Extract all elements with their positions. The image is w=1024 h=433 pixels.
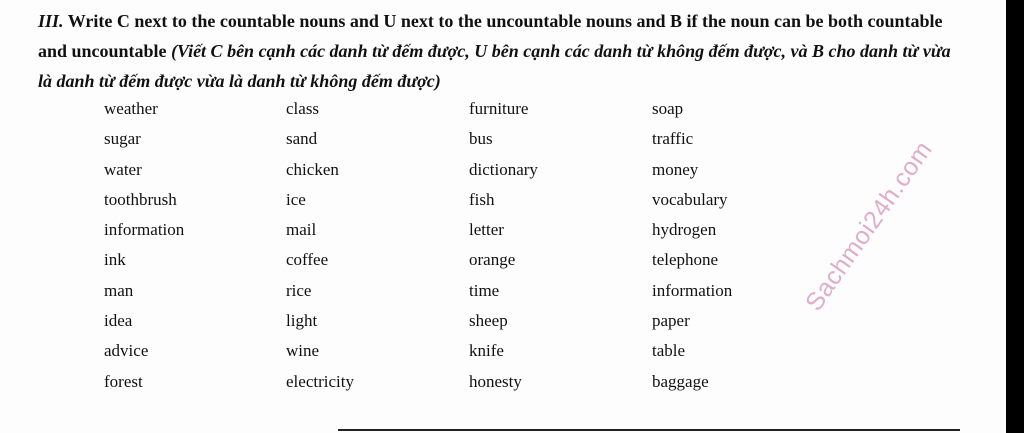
word-item: honesty [469,371,522,391]
word-item: knife [469,341,504,361]
word-item: water [104,159,142,179]
word-item: vocabulary [652,189,728,209]
word-item: hydrogen [652,220,717,240]
word-item: table [652,341,686,361]
word-item: telephone [652,250,719,270]
word-item: mail [286,220,317,240]
word-item: man [104,280,134,300]
word-item: advice [104,341,149,361]
instruction-vietnamese: (Viết C bên cạnh các danh từ đếm được, U bên cạnh các danh từ không đếm được, và B cho danh từ vừa là danh từ đếm được vừa là danh từ không đếm được) [38,41,951,91]
word-item: dictionary [469,159,538,179]
word-item: orange [469,250,516,270]
word-item: baggage [652,371,709,391]
word-item: weather [104,99,158,118]
word-item: furniture [469,99,529,118]
word-item: fish [469,189,495,209]
word-item: information [652,280,733,300]
word-item: electricity [286,371,354,391]
word-item: money [652,159,699,179]
word-item: traffic [652,129,694,149]
word-item: chicken [286,159,339,179]
word-item: forest [104,371,143,391]
word-item: ink [104,250,126,270]
watermark: Sachmoi24h.com [800,136,938,317]
word-item: light [286,311,318,331]
word-item: toothbrush [104,189,177,209]
word-item: information [104,220,185,240]
word-item: idea [104,311,133,331]
divider-line [338,429,960,431]
instruction-english: Write C next to the countable nouns and U next to the uncountable nouns and B if the noun can be both countable and uncountable [38,11,943,61]
word-item: wine [286,341,320,361]
exercise-instructions [38,6,968,96]
word-item: sheep [469,311,508,331]
word-item: paper [652,311,690,331]
word-item: soap [652,99,684,118]
word-item: bus [469,129,493,149]
exercise-number: III. [38,11,64,31]
word-item: ice [286,189,306,209]
word-item: coffee [286,250,329,270]
word-grid [104,94,812,397]
word-item: rice [286,280,312,300]
word-item: class [286,99,320,118]
word-item: letter [469,220,504,240]
word-item: sugar [104,129,141,149]
word-item: time [469,280,500,300]
word-item: sand [286,129,318,149]
